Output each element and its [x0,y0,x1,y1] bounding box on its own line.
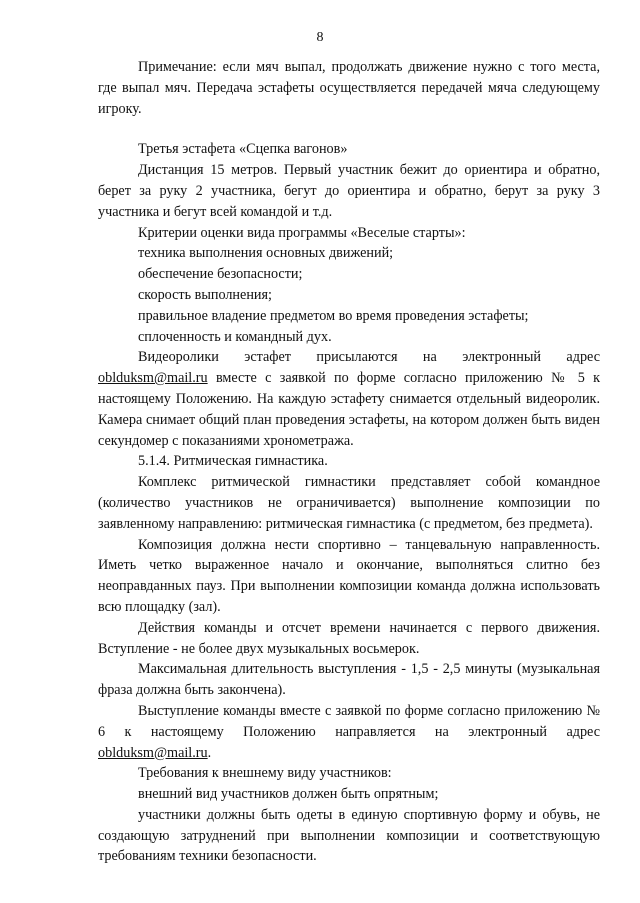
submission-text: Выступление команды вместе с заявкой по форме согласно приложению № 6 к настоящему Положению направляется на электронный адрес [98,702,600,740]
composition-paragraph: Композиция должна нести спортивно – танцевальную направленность. Иметь четко выраженное начало и окончание, выполняться слитно без неоправданных пауз. При выполнении композиции команда должна использовать всю площадку (зал). [98,536,600,615]
section-heading: 5.1.4. Ритмическая гимнастика. [138,453,328,470]
relay-title: Третья эстафета «Сцепка вагонов» [138,141,348,158]
relay-description: Дистанция 15 метров. Первый участник бежит до ориентира и обратно, берет за руку 2 участника, бегут до ориентира и обратно, берут за руку 3 участника и бегут всей командой и т.д. [98,162,600,220]
submission-end: . [207,744,212,761]
document-body [98,57,600,867]
uniform-paragraph: участники должны быть одеты в единую спортивную форму и обувь, не создающую затруднений при выполнении композиции и соответствующую требованиям техники безопасности. [98,806,600,865]
criteria-item: обеспечение безопасности; [138,266,303,283]
criteria-item: техника выполнения основных движений; [138,245,394,262]
duration-paragraph: Максимальная длительность выступления - 1,5 - 2,5 минуты (музыкальная фраза должна быть закончена). [98,661,600,699]
appearance-heading: Требования к внешнему виду участников: [138,765,392,782]
video-text-start: Видеоролики эстафет присылаются на электронный адрес [138,349,600,366]
video-paragraph [98,347,600,451]
note-paragraph: Примечание: если мяч выпал, продолжать движение нужно с того места, где выпал мяч. Передача эстафеты осуществляется передачей мяча следующему игроку. [98,59,600,117]
page-number: 8 [316,30,324,45]
video-text-end: вместе с заявкой по форме согласно приложению № 5 к настоящему Положению. На каждую эстафету снимается отдельный видеоролик. Камера снимает общий план проведения эстафеты, на котором должен быть виден секундомер с показаниями хронометража. [98,370,600,449]
submission-paragraph [98,701,600,763]
paragraph-gap [98,119,600,139]
criteria-item: скорость выполнения; [138,286,272,303]
criteria-item: правильное владение предметом во время проведения эстафеты; [138,307,529,324]
appearance-item: внешний вид участников должен быть опрятным; [138,786,439,803]
timing-paragraph: Действия команды и отсчет времени начинается с первого движения. Вступление - не более двух музыкальных восьмерок. [98,619,600,657]
email-link[interactable]: oblduksm@mail.ru [98,370,208,387]
criteria-item: сплоченность и командный дух. [138,328,332,345]
gymnastics-paragraph: Комплекс ритмической гимнастики представляет собой командное (количество участников не ограничивается) выполнение композиции по заявленному направлению: ритмическая гимнастика (с предметом, без предмета). [98,474,600,532]
email-link[interactable]: oblduksm@mail.ru [98,744,208,761]
criteria-heading: Критерии оценки вида программы «Веселые старты»: [138,224,466,241]
